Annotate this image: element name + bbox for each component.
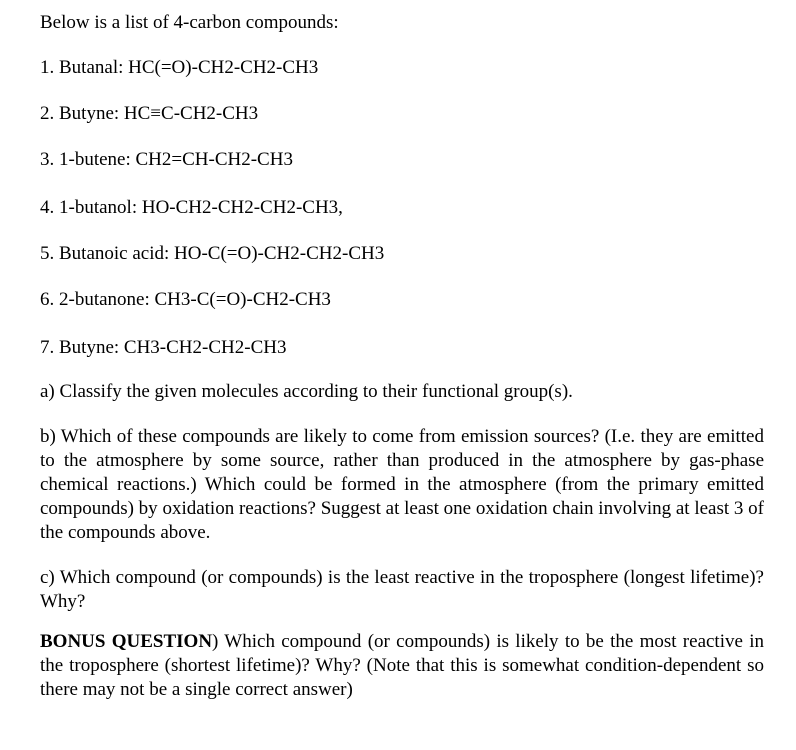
compound-item-1: 1. Butanal: HC(=O)-CH2-CH2-CH3 [40, 57, 319, 78]
compound-item-5: 5. Butanoic acid: HO-C(=O)-CH2-CH2-CH3 [40, 243, 385, 264]
bonus-question-label: BONUS QUESTION [40, 631, 213, 652]
compound-item-4: 4. 1-butanol: HO-CH2-CH2-CH2-CH3, [40, 197, 343, 218]
compound-item-2: 2. Butyne: HC≡C-CH2-CH3 [40, 103, 259, 124]
question-a: a) Classify the given molecules according to their functional group(s). [40, 381, 573, 402]
compound-item-7: 7. Butyne: CH3-CH2-CH2-CH3 [40, 337, 287, 358]
question-b: b) Which of these compounds are likely to come from emission sources? (I.e. they are emitted to the atmosphere by some source, rather than produced in the atmosphere by gas-phase chemical reactions.) Which could be formed in the atmosphere (from the primary emitted compounds) by oxidation reactions? Suggest at least one oxidation chain involving at least 3 of the compounds above. [40, 426, 764, 543]
compound-item-3: 3. 1-butene: CH2=CH-CH2-CH3 [40, 149, 293, 170]
question-c: c) Which compound (or compounds) is the least reactive in the troposphere (longest lifetime)? Why? [40, 567, 764, 612]
intro-text: Below is a list of 4-carbon compounds: [40, 12, 339, 33]
bonus-question-text: ) Which compound (or compounds) is likely to be the most reactive in the troposphere (shortest lifetime)? Why? (Note that this is somewhat condition-dependent so there may not be a single correct answer) [40, 631, 764, 700]
bonus-question [40, 630, 764, 702]
compound-item-6: 6. 2-butanone: CH3-C(=O)-CH2-CH3 [40, 289, 331, 310]
